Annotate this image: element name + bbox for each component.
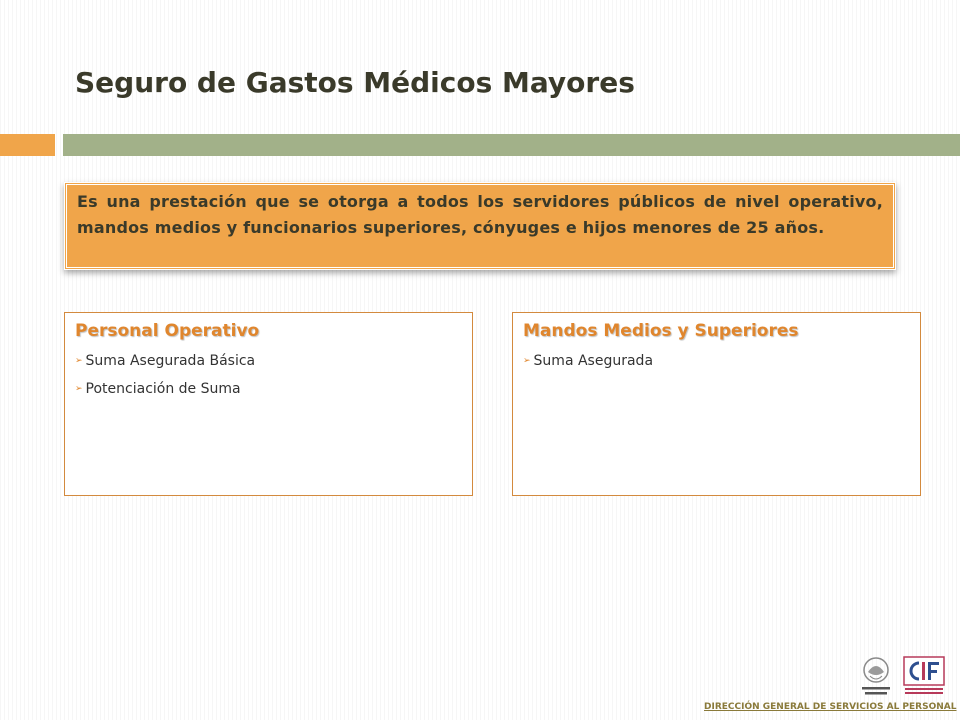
callout-text: Es una prestación que se otorga a todos los servidores públicos de nivel operativo, mandos medios y funcionarios superiores, cónyuges e hijos menores de 25 años. [77, 192, 883, 237]
coverage-list [523, 353, 910, 369]
arrow-bullet-icon: ➢ [75, 384, 83, 394]
list-item-label: Suma Asegurada [533, 353, 654, 369]
arrow-bullet-icon: ➢ [523, 356, 531, 366]
list-item-label: Suma Asegurada Básica [85, 353, 256, 369]
list-item [523, 353, 910, 369]
accent-bar-green [63, 134, 960, 156]
arrow-bullet-icon: ➢ [75, 356, 83, 366]
list-item [75, 381, 462, 397]
list-item [75, 353, 462, 369]
box-title-mandos-medios: Mandos Medios y Superiores [523, 321, 799, 341]
accent-bar-orange [0, 134, 55, 156]
mandos-medios-box [512, 312, 921, 496]
cjf-logo-icon [903, 656, 945, 698]
list-item-label: Potenciación de Suma [85, 381, 241, 397]
box-title-personal-operativo: Personal Operativo [75, 321, 260, 341]
personal-operativo-box [64, 312, 473, 496]
footer-department: DIRECCIÓN GENERAL DE SERVICIOS AL PERSONAL [704, 702, 957, 712]
coat-of-arms-icon [856, 656, 896, 698]
page-title: Seguro de Gastos Médicos Mayores [75, 66, 635, 99]
coverage-list [75, 353, 462, 397]
description-callout [64, 182, 896, 270]
